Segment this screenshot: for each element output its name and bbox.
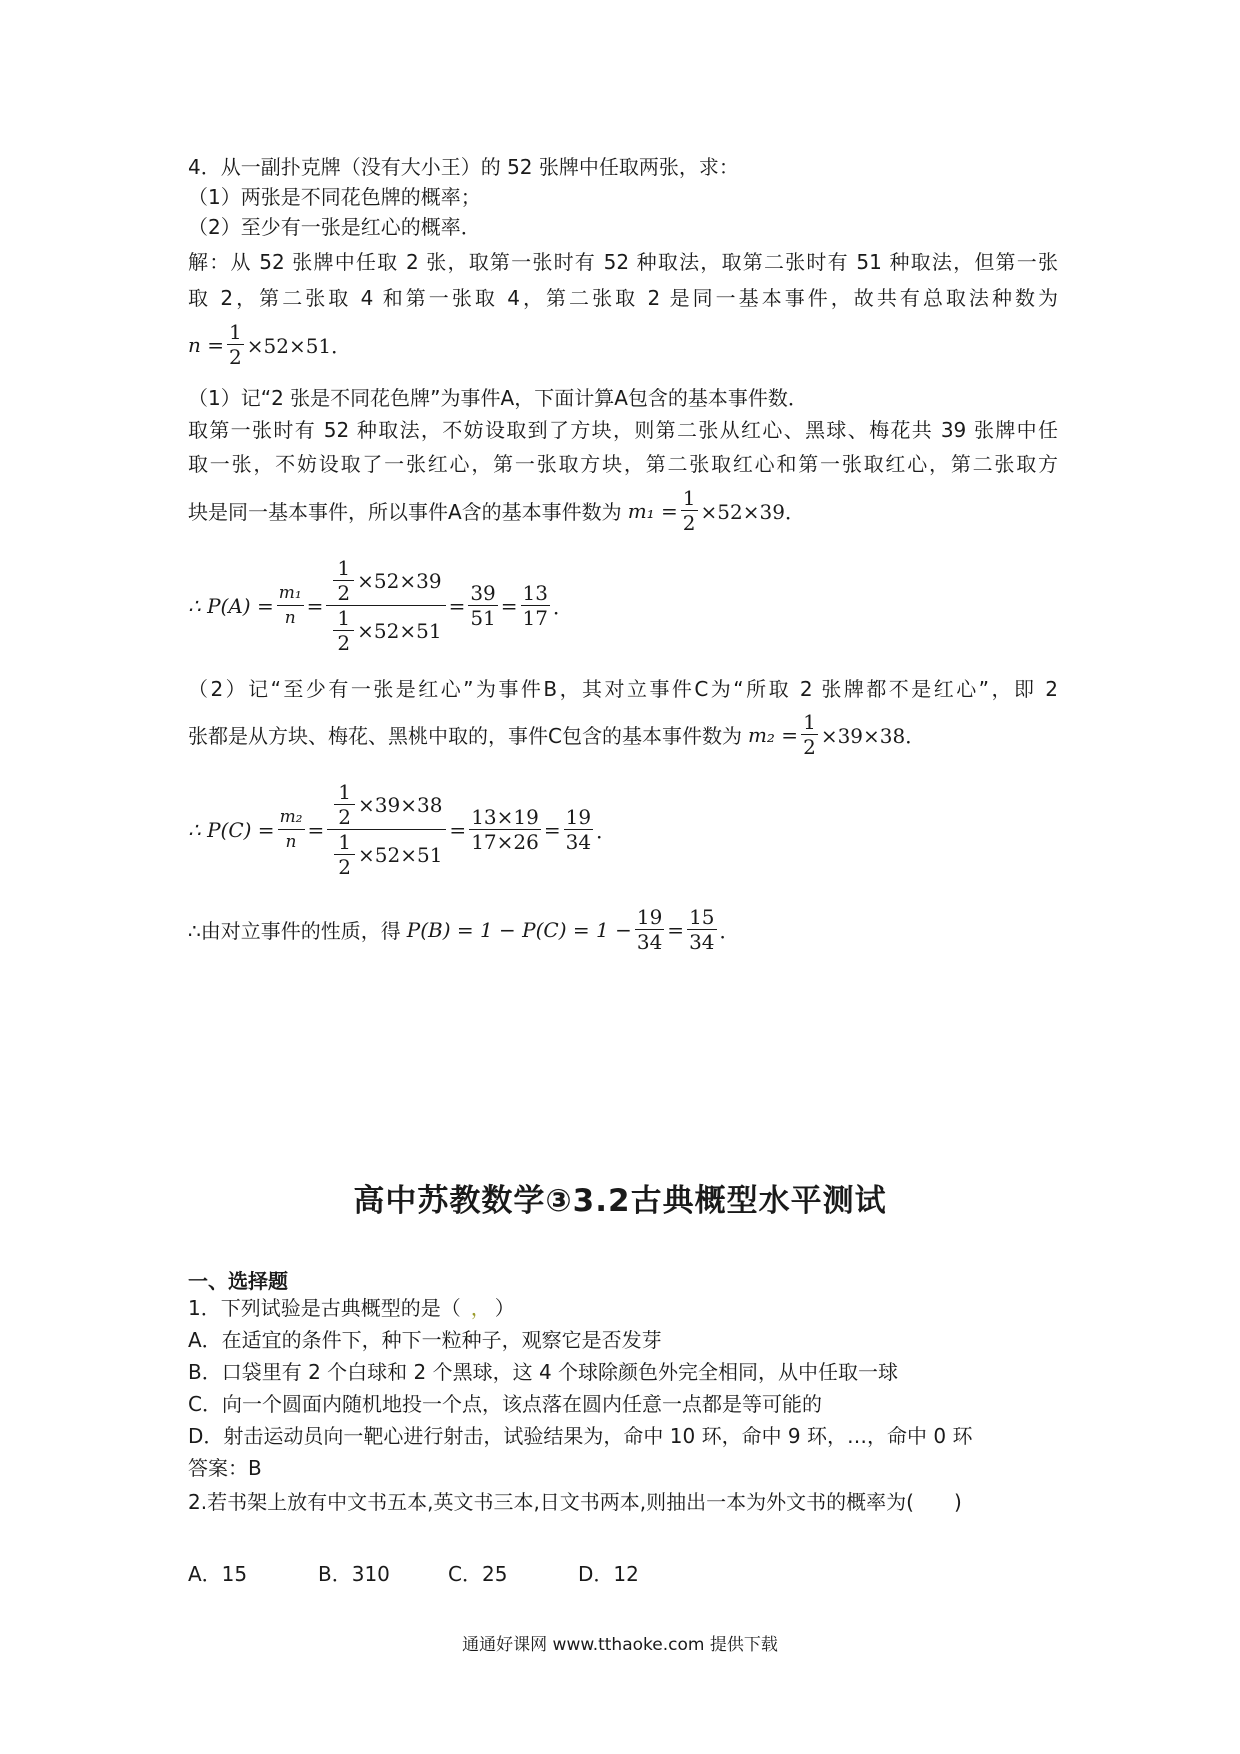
fraction-numerator: 1	[334, 830, 355, 855]
q4-stem: 4．从一副扑克牌（没有大小王）的 52 张牌中任取两张，求：	[188, 155, 739, 179]
n-formula-tail: ×52×51．	[246, 334, 352, 358]
fraction-denominator: 2	[338, 805, 351, 829]
q1-stem	[188, 1294, 515, 1322]
q2-option-b: B．310	[318, 1562, 390, 1586]
q1-answer: 答案：B	[188, 1456, 262, 1480]
equals-sign: =	[543, 817, 561, 842]
m1-tail: ×52×39．	[700, 500, 805, 524]
q4-part2: （2）至少有一张是红心的概率．	[188, 215, 481, 239]
q2-option-d: D．12	[578, 1562, 639, 1586]
part2-text-line2: 张都是从方块、梅花、黑桃中取的，事件C包含的基本事件数为	[188, 724, 742, 748]
part1-text-line2: 取第一张时有 52 种取法，不妨设取到了方块，则第二张从红心、黑球、梅花共 39 张牌中任	[188, 418, 1058, 442]
compound-fraction	[326, 556, 445, 655]
half-fraction	[227, 320, 244, 369]
fraction-denominator: n	[284, 608, 296, 628]
half-fraction	[334, 780, 355, 829]
pb-equation: P(B) = 1 − P(C) = 1 −	[406, 917, 632, 942]
fraction-numerator: 1	[803, 710, 816, 734]
fraction-numerator: 19	[565, 805, 592, 829]
fraction-denominator: 2	[337, 581, 351, 605]
fraction-numerator: m₁	[277, 581, 304, 606]
pc-formula	[188, 780, 616, 879]
fraction-denominator: 34	[636, 930, 663, 954]
compound-numerator	[326, 556, 445, 606]
pa-formula	[188, 556, 573, 655]
fraction-numerator: m₂	[278, 805, 305, 830]
m2-tail: ×39×38．	[820, 724, 926, 748]
n-formula-lhs: n =	[188, 332, 224, 357]
fraction-numerator: 1	[333, 556, 354, 581]
pa-lhs: ∴ P(A) =	[188, 593, 274, 618]
q1-option-c: C．向一个圆面内随机地投一个点，该点落在圆内任意一点都是等可能的	[188, 1392, 822, 1416]
part2-definition: （2）记“至少有一张是红心”为事件B，其对立事件C为“所取 2 张牌都不是红心”，即 2	[188, 677, 1058, 701]
fraction-numerator: 39	[470, 581, 496, 605]
ratio-19-34	[635, 905, 664, 954]
q4-part1: （1）两张是不同花色牌的概率；	[188, 185, 481, 209]
q4-solution-line1: 解：从 52 张牌中任取 2 张，取第一张时有 52 种取法，取第二张时有 51 种取法，但第一张	[188, 250, 1058, 274]
footer-credit: 通通好课网 www.tthaoke.com 提供下载	[462, 1635, 778, 1655]
part1-text-line3: 取一张，不妨设取了一张红心，第一张取方块，第二张取红心和第一张取红心，第二张取方	[188, 452, 1058, 476]
fraction-numerator: 19	[636, 905, 663, 929]
n-formula	[188, 320, 351, 369]
equals-sign: =	[307, 817, 325, 842]
m1-formula	[188, 486, 805, 535]
q2-stem: 2.若书架上放有中文书五本,英文书三本,日文书两本,则抽出一本为外文书的概率为( )	[188, 1490, 962, 1514]
q1-option-d: D．射击运动员向一靶心进行射击，试验结果为，命中 10 环，命中 9 环，…，命中 0 环	[188, 1424, 973, 1448]
q1-option-b: B．口袋里有 2 个白球和 2 个黑球，这 4 个球除颜色外完全相同，从中任取一球	[188, 1360, 899, 1384]
half-fraction	[333, 556, 354, 605]
half-fraction	[681, 486, 698, 535]
fraction-numerator: 1	[229, 320, 242, 344]
half-fraction	[333, 606, 354, 655]
section-heading: 一、选择题	[188, 1269, 288, 1293]
fraction-numerator: 1	[682, 486, 696, 510]
fraction-denominator: 34	[689, 930, 715, 954]
compound-fraction	[327, 780, 446, 879]
q4-solution-line2: 取 2，第二张取 4 和第一张取 4，第二张取 2 是同一基本事件，故共有总取法种数为	[188, 286, 1058, 310]
compound-numerator	[327, 780, 446, 830]
equals-sign: =	[667, 917, 685, 942]
q1-stem-mark: ，	[470, 1296, 481, 1320]
page-title: 高中苏教数学③3.2古典概型水平测试	[353, 1183, 887, 1219]
ratio-39-51	[468, 581, 497, 630]
q1-stem-text: 1．下列试验是古典概型的是（	[188, 1296, 461, 1320]
part1-text-line4: 块是同一基本事件，所以事件A含的基本事件数为	[188, 500, 622, 524]
compound-numerator-tail: ×52×39	[357, 568, 442, 593]
m1-over-n	[277, 581, 304, 630]
compound-denominator	[326, 606, 445, 655]
compound-denominator-tail: ×52×51	[358, 842, 443, 867]
fraction-numerator: 1	[334, 780, 355, 805]
compound-denominator-tail: ×52×51	[357, 618, 442, 643]
half-fraction	[334, 830, 355, 879]
pb-formula	[188, 905, 740, 954]
half-fraction	[801, 710, 818, 759]
fraction-numerator: 13	[522, 581, 548, 605]
equals-sign: =	[306, 593, 324, 618]
equals-sign: =	[500, 593, 518, 618]
compound-numerator-tail: ×39×38	[358, 792, 443, 817]
pb-text: ∴由对立事件的性质，得	[188, 919, 401, 943]
fraction-denominator: 17	[522, 606, 548, 630]
ratio-13x19-17x26	[469, 805, 541, 854]
q2-options	[188, 1560, 708, 1588]
m2-over-n	[278, 805, 305, 854]
equals-sign: =	[449, 817, 467, 842]
m2-formula	[188, 710, 925, 759]
q1-stem-close: ）	[494, 1296, 515, 1320]
equals-sign: =	[448, 593, 466, 618]
period: ．	[553, 595, 573, 619]
fraction-denominator: 2	[338, 855, 351, 879]
fraction-denominator: 51	[470, 606, 496, 630]
fraction-numerator: 1	[333, 606, 354, 631]
q2-option-a: A．15	[188, 1562, 248, 1586]
fraction-denominator: 2	[337, 631, 351, 655]
part1-definition: （1）记“2 张是不同花色牌”为事件A，下面计算A包含的基本事件数．	[188, 386, 808, 410]
fraction-numerator: 15	[689, 905, 715, 929]
ratio-15-34	[687, 905, 716, 954]
fraction-denominator: n	[285, 832, 297, 852]
m2-lhs: m₂ =	[747, 722, 799, 747]
m1-lhs: m₁ =	[627, 498, 678, 523]
period: ．	[719, 919, 740, 943]
period: ．	[596, 819, 617, 843]
fraction-denominator: 2	[682, 511, 696, 535]
fraction-denominator: 2	[229, 345, 242, 369]
compound-denominator	[327, 830, 446, 879]
pc-lhs: ∴ P(C) =	[188, 817, 275, 842]
ratio-13-17	[521, 581, 550, 630]
fraction-denominator: 34	[565, 830, 592, 854]
q1-option-a: A．在适宜的条件下，种下一粒种子，观察它是否发芽	[188, 1328, 662, 1352]
fraction-numerator: 13×19	[471, 805, 539, 829]
ratio-19-34	[564, 805, 593, 854]
q2-option-c: C．25	[448, 1562, 508, 1586]
fraction-denominator: 2	[803, 735, 816, 759]
fraction-denominator: 17×26	[471, 830, 539, 854]
